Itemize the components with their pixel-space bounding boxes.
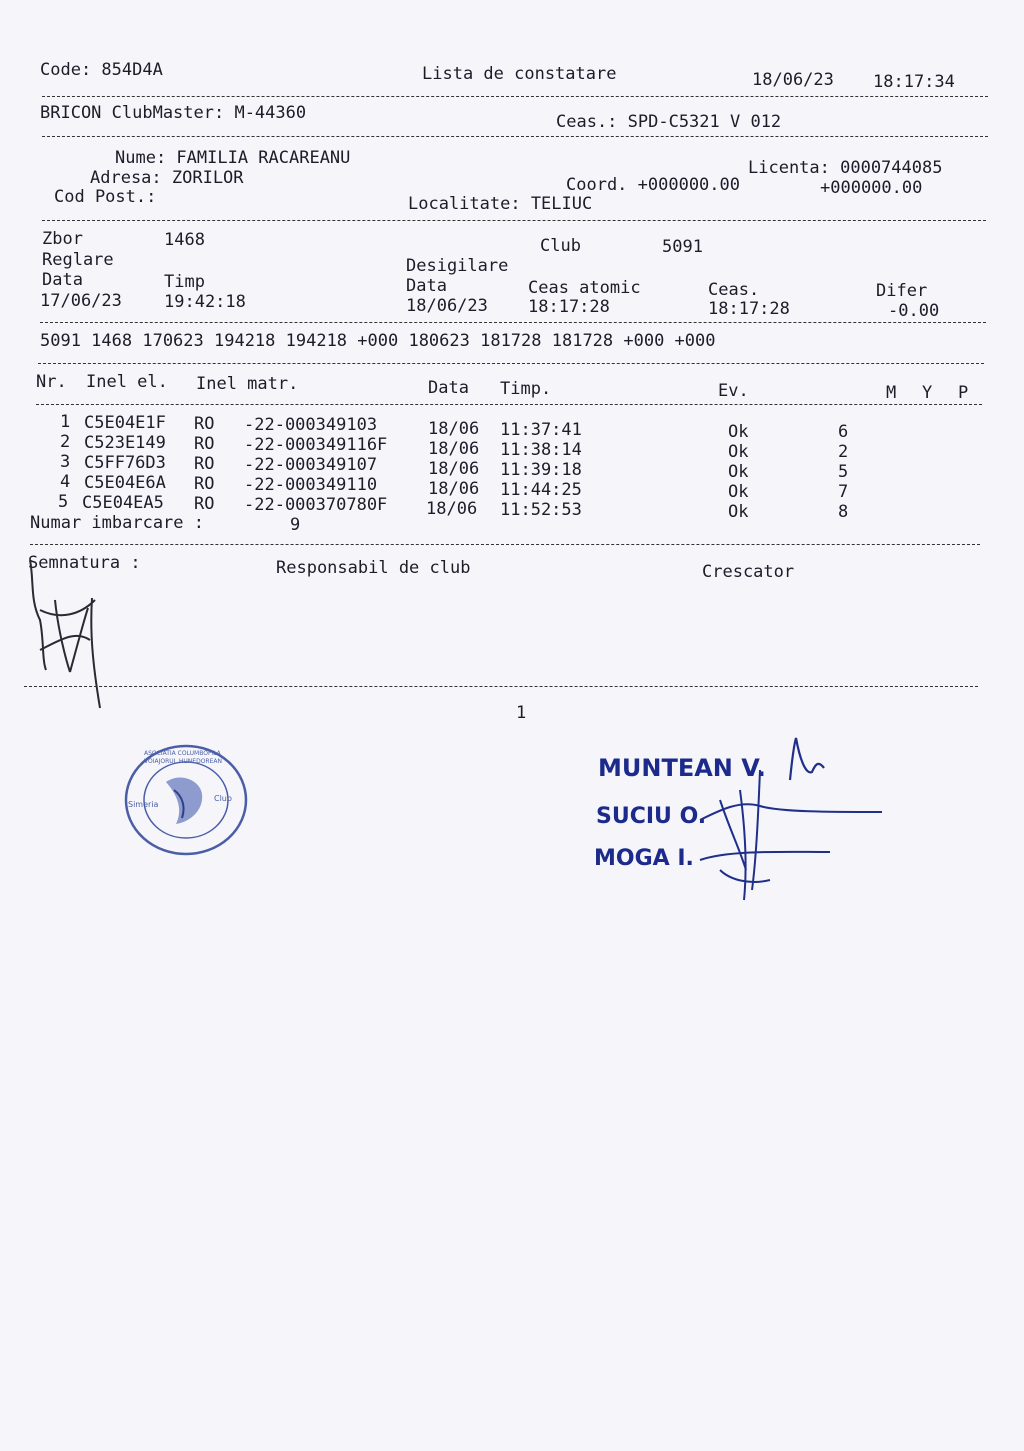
- row-nr: 4: [60, 472, 71, 492]
- zbor-value: 1468: [164, 230, 205, 250]
- stamp-text-left: Simeria: [128, 800, 159, 809]
- difer-label: Difer: [876, 281, 928, 301]
- zbor-label: Zbor: [42, 229, 83, 249]
- clubmaster-label: BRICON ClubMaster: M-44360: [40, 103, 307, 123]
- desigilare-label: Desigilare: [406, 256, 509, 276]
- row-inel-el: C5FF76D3: [84, 453, 166, 473]
- handwritten-name-2: SUCIU O.: [596, 804, 707, 829]
- stamp-text-right: Club: [214, 794, 232, 803]
- stamp-text-top: ASOCIATIA COLUMBOFILA VOIAJORUL HUNEDOREAN: [144, 750, 222, 765]
- row-time: 11:44:25: [500, 480, 582, 500]
- row-inel-el: C523E149: [84, 433, 166, 453]
- owner-coord: Coord. +000000.00: [566, 175, 740, 195]
- row-inel-matr: -22-000349107: [244, 455, 378, 475]
- row-m: 7: [838, 482, 849, 502]
- difer-value: -0.00: [888, 301, 940, 321]
- code-line: 5091 1468 170623 194218 194218 +000 180623 181728 181728 +000 +000: [40, 331, 716, 351]
- handwritten-name-3: MOGA I.: [594, 846, 694, 871]
- reglare-label: Reglare: [42, 250, 114, 270]
- ceas-label: Ceas.: SPD-C5321 V 012: [556, 112, 782, 132]
- col-p: P: [958, 383, 969, 403]
- owner-locality: Localitate: TELIUC: [408, 194, 593, 214]
- row-inel-el: C5E04E1F: [84, 413, 166, 433]
- row-ev: Ok: [728, 502, 749, 522]
- row-time: 11:39:18: [500, 460, 582, 480]
- owner-name: Nume: FAMILIA RACAREANU: [115, 148, 351, 168]
- col-inel-matr: Inel matr.: [196, 374, 299, 394]
- club-label: Club: [540, 236, 581, 256]
- row-time: 11:37:41: [500, 420, 582, 440]
- desig-data-label: Data: [406, 276, 447, 296]
- reglare-data-label: Data: [42, 270, 83, 290]
- row-m: 6: [838, 422, 849, 442]
- row-m: 2: [838, 442, 849, 462]
- row-m: 5: [838, 462, 849, 482]
- crescator-label: Crescator: [702, 562, 795, 582]
- row-country: RO: [194, 454, 215, 474]
- row-ev: Ok: [728, 422, 749, 442]
- header-date: 18/06/23: [752, 70, 834, 90]
- row-ev: Ok: [728, 482, 749, 502]
- col-y: Y: [922, 383, 933, 403]
- owner-coord-2: +000000.00: [820, 178, 923, 198]
- row-m: 8: [838, 502, 849, 522]
- document-code: Code: 854D4A: [40, 60, 163, 80]
- embark-value: 9: [290, 515, 301, 535]
- row-country: RO: [194, 494, 215, 514]
- handwritten-name-1: MUNTEAN V.: [598, 754, 766, 782]
- row-inel-matr: -22-000349116F: [244, 435, 388, 455]
- row-date: 18/06: [428, 439, 480, 459]
- club-value: 5091: [662, 237, 703, 257]
- row-country: RO: [194, 414, 215, 434]
- row-time: 11:38:14: [500, 440, 582, 460]
- embark-label: Numar imbarcare :: [30, 513, 204, 533]
- ceas-label-2: Ceas.: [708, 280, 760, 300]
- header-time: 18:17:34: [873, 72, 955, 92]
- ceas-atomic-time: 18:17:28: [528, 297, 610, 317]
- document-title: Lista de constatare: [422, 64, 617, 84]
- row-time: 11:52:53: [500, 500, 582, 520]
- row-inel-matr: -22-000349103: [244, 415, 378, 435]
- semnatura-label: Semnatura :: [28, 553, 141, 573]
- row-nr: 5: [58, 492, 69, 512]
- row-date: 18/06: [428, 419, 480, 439]
- row-ev: Ok: [728, 442, 749, 462]
- row-date: 18/06: [428, 459, 480, 479]
- desig-date: 18/06/23: [406, 296, 488, 316]
- row-nr: 3: [60, 452, 71, 472]
- row-date: 18/06: [426, 499, 478, 519]
- col-data: Data: [428, 378, 469, 398]
- row-inel-matr: -22-000370780F: [244, 495, 388, 515]
- ceas-time: 18:17:28: [708, 299, 790, 319]
- owner-address: Adresa: ZORILOR: [90, 168, 244, 188]
- ceas-atomic-label: Ceas atomic: [528, 278, 641, 298]
- row-nr: 2: [60, 432, 71, 452]
- reglare-timp-label: Timp: [164, 272, 205, 292]
- col-ev: Ev.: [718, 381, 749, 401]
- row-date: 18/06: [428, 479, 480, 499]
- col-m: M: [886, 383, 897, 403]
- row-country: RO: [194, 434, 215, 454]
- row-inel-el: C5E04E6A: [84, 473, 166, 493]
- owner-postcode: Cod Post.:: [54, 187, 157, 207]
- row-inel-matr: -22-000349110: [244, 475, 378, 495]
- owner-licence: Licenta: 0000744085: [748, 158, 943, 178]
- row-country: RO: [194, 474, 215, 494]
- col-nr: Nr.: [36, 372, 67, 392]
- page-number: 1: [516, 703, 527, 723]
- row-nr: 1: [60, 412, 71, 432]
- reglare-date: 17/06/23: [40, 291, 122, 311]
- row-inel-el: C5E04EA5: [82, 493, 164, 513]
- col-inel-el: Inel el.: [86, 372, 168, 392]
- reglare-time: 19:42:18: [164, 292, 246, 312]
- responsabil-label: Responsabil de club: [276, 558, 471, 578]
- row-ev: Ok: [728, 462, 749, 482]
- col-timp: Timp.: [500, 379, 552, 399]
